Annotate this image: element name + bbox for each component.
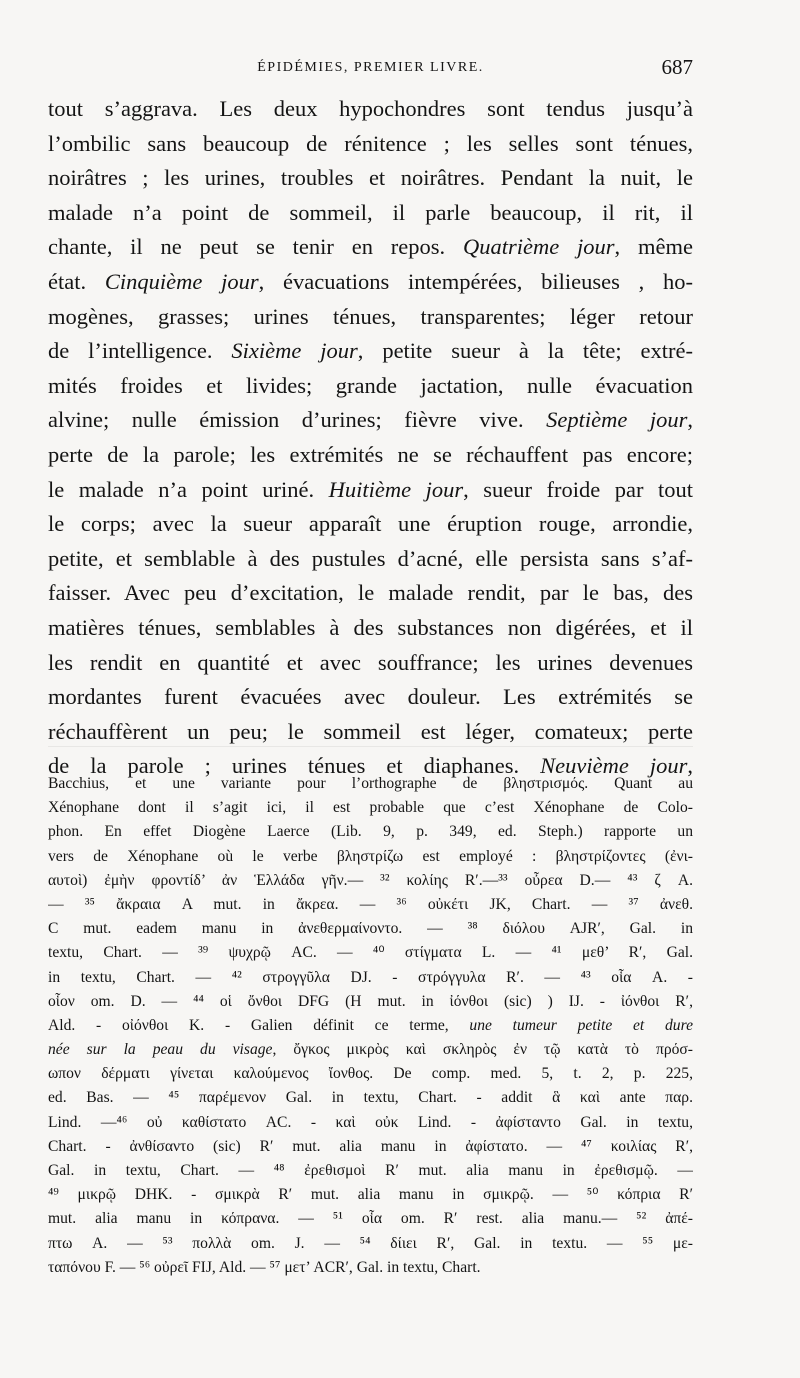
text-line: mogènes, grasses; urines ténues, transparentes; léger retour — [48, 303, 693, 329]
text-line: alvine; nulle émission d’urines; fièvre vive. Septième jour, — [48, 407, 693, 433]
footnotes-block — [48, 772, 693, 1280]
footnote-line: ⁴⁹ μικρῷ DHK. - σμικρὰ R′ mut. alia manu in σμικρῷ. — ⁵⁰ κόπρια R′ — [48, 1186, 693, 1204]
text-line: de l’intelligence. Sixième jour, petite sueur à la tête; extré- — [48, 338, 693, 364]
text-line: tout s’aggrava. Les deux hypochondres sont tendus jusqu’à — [48, 96, 693, 121]
footnote-line: née sur la peau du visage, ὄγκος μικρὸς καὶ σκληρὸς ἐν τῷ κατὰ τὸ πρόσ- — [48, 1041, 693, 1059]
text-line: le malade n’a point uriné. Huitième jour, sueur froide par tout — [48, 476, 693, 502]
text-line: état. Cinquième jour, évacuations intempérées, bilieuses , ho- — [48, 268, 693, 294]
text-line: les rendit en quantité et avec souffrance; les urines devenues — [48, 649, 693, 675]
footnote-line: in textu, Chart. — ⁴² στρογγῦλα DJ. - στρόγγυλα R′. — ⁴³ οἷα A. - — [48, 968, 693, 986]
footnote-line: vers de Xénophane où le verbe βληστρίζω est employé : βληστρίζοντες (ἐνι- — [48, 847, 693, 865]
footnote-line: Lind. —⁴⁶ οὐ καθίστατο AC. - καὶ οὐκ Lind. - ἀφίσταντο Gal. in textu, — [48, 1113, 693, 1131]
running-title: ÉPIDÉMIES, PREMIER LIVRE. — [257, 60, 484, 75]
footnote-line: textu, Chart. — ³⁹ ψυχρῷ AC. — ⁴⁰ στίγματα L. — ⁴¹ μεθ’ R′, Gal. — [48, 944, 693, 962]
text-line: matières ténues, semblables à des substances non digérées, et il — [48, 614, 693, 640]
text-line: l’ombilic sans beaucoup de rénitence ; les selles sont ténues, — [48, 130, 693, 156]
text-line: chante, il ne peut se tenir en repos. Quatrième jour, même — [48, 234, 693, 260]
footnote-line: πτω A. — ⁵³ πολλὰ om. J. — ⁵⁴ δίιει R′, Gal. in textu. — ⁵⁵ με- — [48, 1234, 693, 1252]
footnote-line: Ald. - οἰόνθοι K. - Galien définit ce terme, une tumeur petite et dure — [48, 1016, 693, 1034]
footnote-line: Xénophane dont il s’agit ici, il est probable que c’est Xénophane de Colo- — [48, 799, 693, 817]
page-number: 687 — [661, 55, 693, 79]
text-line: malade n’a point de sommeil, il parle beaucoup, il rit, il — [48, 199, 693, 225]
footnote-line: phon. En effet Diogène Laerce (Lib. 9, p. 349, ed. Steph.) rapporte un — [48, 823, 693, 841]
footnote-line: ταπόνου F. — ⁵⁶ οὐρεῖ FIJ, Ald. — ⁵⁷ μετ’ ACR′, Gal. in textu, Chart. — [48, 1258, 481, 1276]
footnote-line: αυτοὶ) ἐμὴν φροντίδ’ ἀν Ἑλλάδα γῆν.— ³² κολίης R′.—³³ οὖρεα D.— ⁴³ ζ A. — [48, 871, 693, 889]
footnote-line: — ³⁵ ἄκραια A mut. in ἄκρεα. — ³⁶ οὐκέτι JK, Chart. — ³⁷ ἀνεθ. — [48, 895, 693, 913]
footnote-line: Gal. in textu, Chart. — ⁴⁸ ἐρεθισμοὶ R′ mut. alia manu in ἐρεθισμῷ. — — [48, 1162, 693, 1179]
text-line: réchauffèrent un peu; le sommeil est léger, comateux; perte — [48, 718, 693, 744]
footnote-line: Chart. - ἀνθίσαντο (sic) R′ mut. alia manu in ἀφίστατο. — ⁴⁷ κοιλίας R′, — [48, 1137, 693, 1155]
text-line: faisser. Avec peu d’excitation, le malade rendit, par le bas, des — [48, 580, 693, 606]
text-line: mordantes furent évacuées avec douleur. Les extrémités se — [48, 684, 693, 710]
text-line: noirâtres ; les urines, troubles et noirâtres. Pendant la nuit, le — [48, 165, 693, 191]
text-line: petite, et semblable à des pustules d’acné, elle persista sans s’af- — [48, 545, 693, 571]
text-line: mités froides et livides; grande jactation, nulle évacuation — [48, 372, 693, 398]
separator-rule — [48, 746, 693, 747]
footnote-line: οἷον om. D. — ⁴⁴ οἱ ὄνθοι DFG (H mut. in ἰόνθοι (sic) ) IJ. - ἰόνθοι R′, — [48, 992, 693, 1010]
running-head — [48, 52, 693, 86]
main-text-block — [48, 92, 693, 784]
text-line: de la parole ; urines ténues et diaphanes. Neuvième jour, — [48, 753, 693, 779]
footnote-line: C mut. eadem manu in ἀνεθερμαίνοντο. — ³⁸ διόλου AJR′, Gal. in — [48, 920, 693, 938]
text-line: le corps; avec la sueur apparaît une éruption rouge, arrondie, — [48, 511, 693, 537]
footnote-line: Bacchius, et une variante pour l’orthographe de βληστρισμός. Quant au — [48, 775, 693, 792]
footnote-line: ωπον δέρματι γίνεται καλούμενος ἴονθος. De comp. med. 5, t. 2, p. 225, — [48, 1065, 693, 1083]
text-line: perte de la parole; les extrémités ne se réchauffent pas encore; — [48, 441, 693, 467]
footnote-line: mut. alia manu in κόπρανα. — ⁵¹ οἷα om. R′ rest. alia manu.— ⁵² ἀπέ- — [48, 1210, 693, 1228]
footnote-line: ed. Bas. — ⁴⁵ παρέμενον Gal. in textu, Chart. - addit ἃ καὶ ante παρ. — [48, 1089, 693, 1107]
